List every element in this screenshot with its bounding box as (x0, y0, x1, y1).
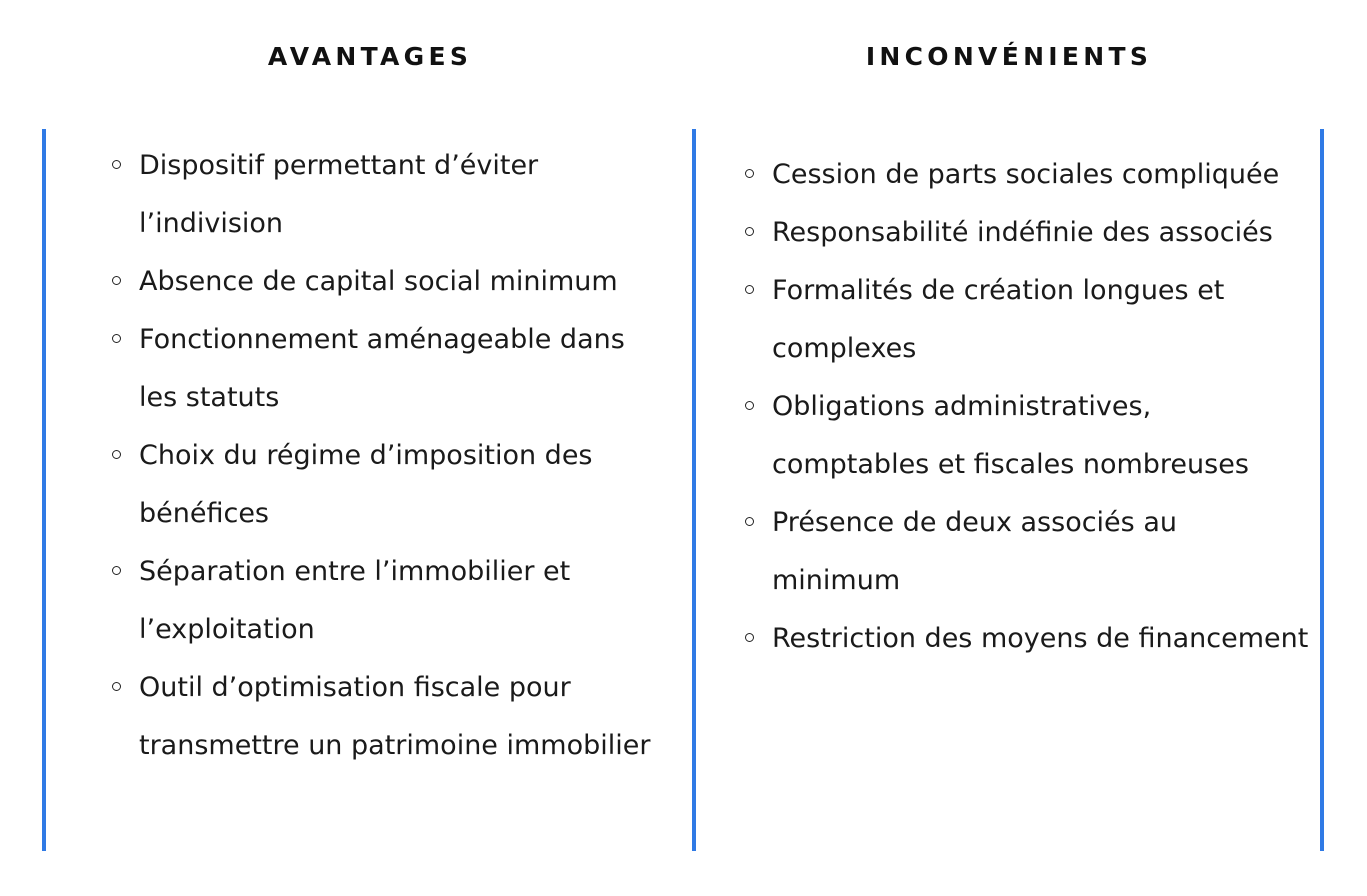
bullet-icon (745, 285, 754, 294)
bullet-icon (112, 450, 121, 459)
advantage-item (139, 137, 659, 253)
disadvantage-text: Présence de deux associés au minimum (772, 507, 1177, 596)
advantage-text: Fonctionnement aménageable dans les statuts (139, 324, 625, 413)
disadvantage-text: Cession de parts sociales compliquée (772, 159, 1280, 190)
disadvantage-text: Obligations administratives, comptables et fiscales nombreuses (772, 391, 1249, 480)
right-divider (1320, 129, 1324, 851)
disadvantage-text: Responsabilité indéfinie des associés (772, 217, 1273, 248)
disadvantage-item (772, 146, 1312, 204)
advantage-text: Dispositif permettant d’éviter l’indivision (139, 150, 539, 239)
advantage-item (139, 253, 659, 311)
advantage-item (139, 543, 659, 659)
advantage-item (139, 659, 659, 775)
advantage-text: Séparation entre l’immobilier et l’exploitation (139, 556, 571, 645)
bullet-icon (745, 169, 754, 178)
disadvantage-item (772, 204, 1312, 262)
bullet-icon (112, 566, 121, 575)
center-divider (692, 129, 696, 851)
disadvantage-item (772, 610, 1312, 668)
disadvantage-text: Formalités de création longues et complexes (772, 275, 1225, 364)
disadvantage-text: Restriction des moyens de financement (772, 623, 1309, 654)
advantage-item (139, 427, 659, 543)
bullet-icon (745, 633, 754, 642)
advantages-list (139, 137, 659, 775)
advantages-heading: AVANTAGES (267, 42, 473, 71)
left-divider (42, 129, 46, 851)
bullet-icon (745, 227, 754, 236)
bullet-icon (112, 334, 121, 343)
disadvantages-heading: INCONVÉNIENTS (865, 42, 1153, 71)
bullet-icon (745, 401, 754, 410)
disadvantage-item (772, 262, 1312, 378)
disadvantage-item (772, 494, 1312, 610)
advantage-text: Choix du régime d’imposition des bénéfices (139, 440, 593, 529)
disadvantages-list (772, 146, 1312, 668)
bullet-icon (745, 517, 754, 526)
advantage-text: Absence de capital social minimum (139, 266, 618, 297)
bullet-icon (112, 276, 121, 285)
advantage-text: Outil d’optimisation fiscale pour transmettre un patrimoine immobilier (139, 672, 651, 761)
advantage-item (139, 311, 659, 427)
bullet-icon (112, 682, 121, 691)
bullet-icon (112, 160, 121, 169)
disadvantage-item (772, 378, 1312, 494)
